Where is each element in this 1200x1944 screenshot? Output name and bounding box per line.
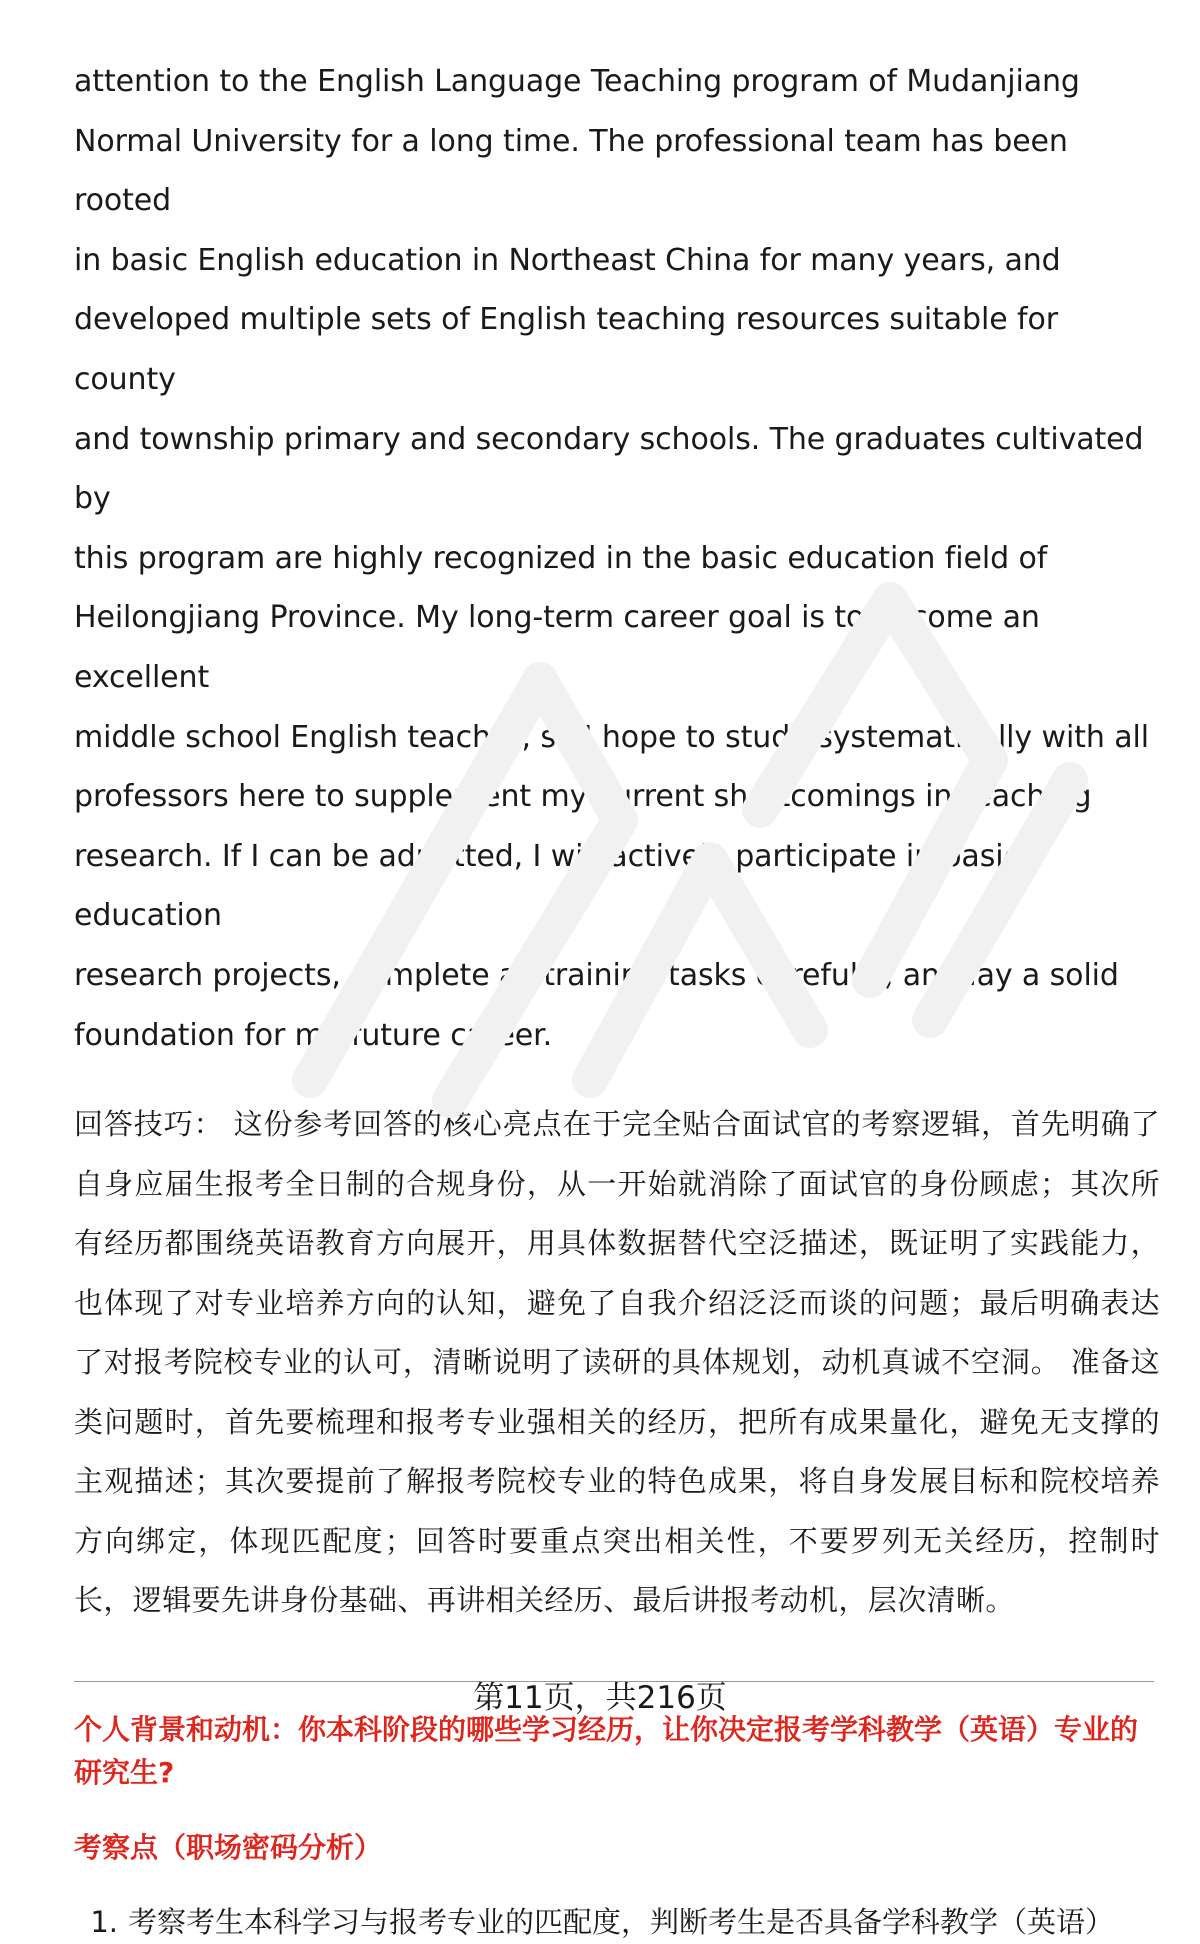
interview-question-heading: 个人背景和动机：你本科阶段的哪些学习经历，让你决定报考学科教学（英语）专业的研究生? <box>74 1712 1139 1789</box>
list-item <box>74 1900 1160 1944</box>
list-item-text: 考察考生本科学习与报考专业的匹配度，判断考生是否具备学科教学（英语） <box>128 1904 1115 1939</box>
answer-tips-paragraph: 回答技巧： 这份参考回答的核心亮点在于完全贴合面试官的考察逻辑，首先明确了自身应届生报考全日制的合规身份，从一开始就消除了面试官的身份顾虑；其次所有经历都围绕英语教育方向展开，用具体数据替代空泛描述，既证明了实践能力，也体现了对专业培养方向的认知，避免了自我介绍泛泛而谈的问题；最后明确表达了对报考院校专业的认可，清晰说明了读研的具体规划，动机真诚不空洞。 准备这类问题时，首先要梳理和报考专业强相关的经历，把所有成果量化，避免无支撑的主观描述；其次要提前了解报考院校专业的特色成果，将自身发展目标和院校培养方向绑定，体现匹配度；回答时要重点突出相关性，不要罗列无关经历，控制时长，逻辑要先讲身份基础、再讲相关经历、最后讲报考动机，层次清晰。 <box>74 1107 1160 1618</box>
assessment-points-list <box>74 1900 1160 1944</box>
assessment-points-heading: 考察点（职场密码分析） <box>74 1830 383 1864</box>
page-number-footer: 第11页，共216页 <box>473 1680 727 1716</box>
document-page <box>74 52 1160 1944</box>
english-answer-paragraph: attention to the English Language Teaching program of Mudanjiang Normal University for a long time. The professional team has been rooted in basic English education in Northeast China for many years, and developed multiple sets of English teaching resources suitable for county and township primary and secondary schools. The graduates cultivated by this program are highly recognized in the basic education field of Heilongjiang Province. My long-term career goal is to become an excellent middle school English teacher, so I hope to study systematically with all professors here to supplement my current shortcomings in teaching research. If I can be admitted, I will actively participate in basic education research projects, complete all training tasks carefully, and lay a solid foundation for my future career. <box>74 64 1149 1053</box>
list-item-number: 1. <box>90 1904 118 1939</box>
